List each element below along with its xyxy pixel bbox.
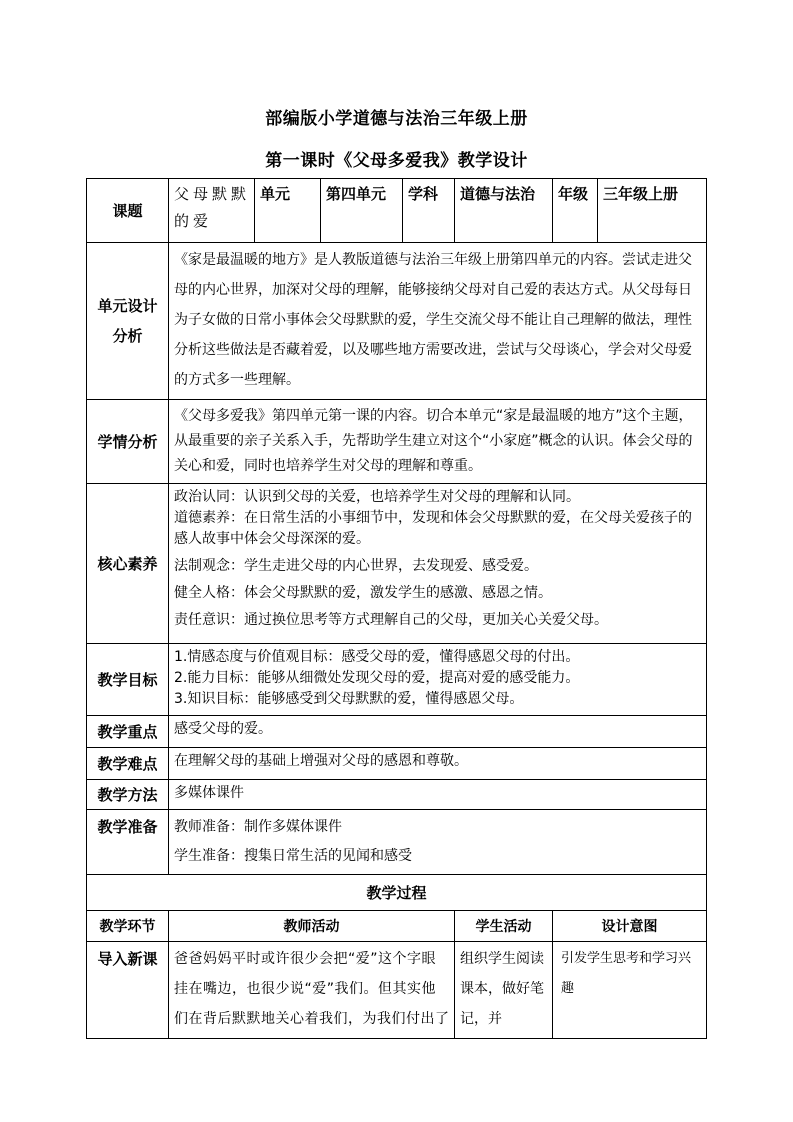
preparation-row [87, 810, 707, 875]
objective-item: 2.能力目标：能够从细微处发现父母的爱，提高对爱的感受能力。 [174, 670, 580, 686]
unit-analysis-row [87, 243, 707, 400]
subject-value: 道德与法治 [455, 179, 553, 243]
student-analysis-label: 学情分析 [87, 400, 169, 484]
core-literacy-item: 政治认同：认识到父母的关爱，也培养学生对父母的理解和认同。 [174, 489, 580, 505]
objective-item: 3.知识目标：能够感受到父母默默的爱，懂得感恩父母。 [174, 691, 524, 707]
method-row [87, 780, 707, 810]
design-intent-header: 设计意图 [553, 911, 707, 942]
process-design-intent: 引发学生思考和学习兴趣 [553, 942, 707, 1039]
grade-label: 年级 [553, 179, 598, 243]
lesson-title: 第一课时《父母多爱我》教学设计 [265, 151, 528, 171]
student-analysis-text: 《父母多爱我》第四单元第一课的内容。切合本单元“家是最温暖的地方”这个主题，从最重要的亲子关系入手，先帮助学生建立对这个“小家庭”概念的认识。体会父母的关心和爱，同时也培养学生对父母的理解和尊重。 [169, 400, 707, 484]
unit-analysis-label [87, 243, 169, 400]
objective-item: 1.情感态度与价值观目标：感受父母的爱，懂得感恩父母的付出。 [174, 649, 580, 665]
difficulty-label: 教学难点 [87, 748, 169, 780]
preparation-list [169, 810, 707, 875]
key-point-text: 感受父母的爱。 [169, 716, 707, 748]
objectives-label: 教学目标 [87, 644, 169, 716]
objectives-row [87, 644, 707, 716]
document-title: 部编版小学道德与法治三年级上册 [265, 109, 528, 129]
topic-value: 父母默默的爱 [169, 179, 255, 243]
subject-label: 学科 [403, 179, 455, 243]
core-literacy-item: 健全人格：体会父母默默的爱，激发学生的感激、感恩之情。 [174, 585, 552, 601]
process-header-row [87, 911, 707, 942]
key-point-label: 教学重点 [87, 716, 169, 748]
topic-label: 课题 [87, 179, 169, 243]
preparation-label: 教学准备 [87, 810, 169, 875]
student-preparation: 学生准备：搜集日常生活的见闻和感受 [174, 848, 412, 864]
student-analysis-row [87, 400, 707, 484]
objectives-list [169, 644, 707, 716]
core-literacy-label: 核心素养 [87, 484, 169, 644]
grade-value: 三年级上册 [598, 179, 707, 243]
unit-analysis-label-line2: 分析 [112, 327, 143, 345]
core-literacy-item: 责任意识：通过换位思考等方式理解自己的父母，更加关心关爱父母。 [174, 612, 608, 628]
unit-analysis-text: 《家是最温暖的地方》是人教版道德与法治三年级上册第四单元的内容。尝试走进父母的内心世界，加深对父母的理解，能够接纳父母对自己爱的表达方式。从父母每日为子女做的日常小事体会父母默默的爱，学生交流父母不能让自己理解的做法，理性分析这些做法是否藏着爱，以及哪些地方需要改进，尝试与父母谈心，学会对父母爱的方式多一些理解。 [169, 243, 707, 400]
unit-value: 第四单元 [321, 179, 403, 243]
method-label: 教学方法 [87, 780, 169, 810]
student-activity-header: 学生活动 [455, 911, 553, 942]
core-literacy-row [87, 484, 707, 644]
core-literacy-item: 道德素养：在日常生活的小事细节中，发现和体会父母默默的爱，在父母关爱孩子的感人故事中体会父母深深的爱。 [174, 510, 692, 547]
core-literacy-item: 法制观念：学生走进父母的内心世界，去发现爱、感受爱。 [174, 558, 538, 574]
method-text: 多媒体课件 [169, 780, 707, 810]
teacher-preparation: 教师准备：制作多媒体课件 [174, 819, 342, 835]
process-title: 教学过程 [87, 875, 707, 911]
lesson-plan-table [86, 178, 707, 1039]
process-title-row [87, 875, 707, 911]
teacher-activity-header: 教师活动 [169, 911, 455, 942]
process-teacher-activity: 爸爸妈妈平时或许很少会把“爱”这个字眼挂在嘴边，也很少说“爱”我们。但其实他们在背后默默地关心着我们，为我们付出了 [169, 942, 455, 1039]
process-student-activity: 组织学生阅读课本，做好笔记，并 [455, 942, 553, 1039]
process-stage: 导入新课 [87, 942, 169, 1039]
difficulty-row [87, 748, 707, 780]
difficulty-text: 在理解父母的基础上增强对父母的感恩和尊敬。 [169, 748, 707, 780]
key-point-row [87, 716, 707, 748]
unit-analysis-label-line1: 单元设计 [97, 297, 158, 315]
unit-label: 单元 [255, 179, 321, 243]
stage-header: 教学环节 [87, 911, 169, 942]
info-row [87, 179, 707, 243]
process-row [87, 942, 707, 1039]
core-literacy-list [169, 484, 707, 644]
